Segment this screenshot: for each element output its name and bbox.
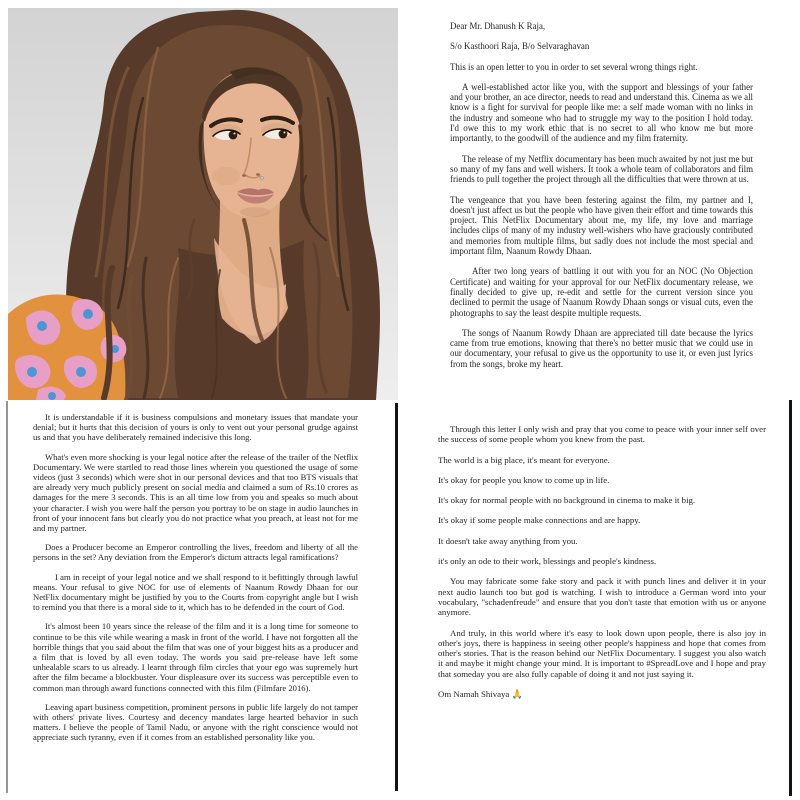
letter-paragraph: The release of my Netflix documentary has been much awaited by not just me but so many of my fans and well wishers. It took a whole team of collaborators and film friends to pull together the project through all the difficulties that were thrown at us. xyxy=(450,153,753,185)
letter-page-2 xyxy=(0,405,400,800)
letter-paragraph: And truly, in this world where it's easy to look down upon people, there is also joy in other's joys, there is happiness in seeing other people's happiness and hope that comes from other's stories. That is the reason behind our NetFlix Documentary. I suggest you also watch it and maybe it might change your mind. It is important to #SpreadLove and I hope and pray that someday you are also fully capable of doing it and not just saying it. xyxy=(438,627,766,679)
letter-salutation: Dear Mr. Dhanush K Raja, xyxy=(450,21,546,31)
nostril-left xyxy=(242,174,246,177)
letter-paragraph: You may fabricate some fake story and pack it with punch lines and deliver it in your next audio launch too but god is watching. I wish to introduce a German word into your vocabulary, "schadenfreude" and ensure that you don't taste that emotion with us or anyone anymore. xyxy=(438,576,766,618)
divider-right xyxy=(789,400,792,796)
divider-left xyxy=(6,401,8,793)
letter-paragraph: After two long years of battling it out with you for an NOC (No Objection Certificate) and waiting for your approval for our NetFlix documentary release, we finally decided to give up, re-edit and settle for the current version since you declined to permit the usage of Naanum Rowdy Dhaan songs or visual cuts, even the photographs to say the least despite multiple requests. xyxy=(450,266,753,318)
short-line: It doesn't take away anything from you. xyxy=(438,535,578,546)
eye-glint-left xyxy=(234,133,236,135)
divider-middle xyxy=(395,403,398,791)
chin-shadow xyxy=(240,207,270,217)
short-line: The world is a big place, it's meant for everyone. xyxy=(438,454,610,465)
short-line: it's only an ode to their work, blessings and people's kindness. xyxy=(438,556,657,567)
letter-closing xyxy=(438,689,766,699)
portrait-photo xyxy=(8,8,398,400)
short-line: It's okay for people you know to come up in life. xyxy=(438,474,610,485)
short-line: It's okay if some people make connections and are happy. xyxy=(438,515,641,526)
letter-paragraph: Does a Producer become an Emperor controlling the lives, freedom and liberty of all the persons in the set? Any deviation from the Emperor's dictum attracts legal ramifications? xyxy=(33,542,358,563)
letter-paragraph: Leaving apart business competition, prominent persons in public life largely do not tamper with others' private lives. Courtesy and decency mandates large hearted behavior in such matters. I believe the people of Tamil Nadu, or anyone with the right conscience would not appreciate such tyranny, even if it comes from an established personality like you. xyxy=(33,701,358,743)
letter-page-1 xyxy=(400,0,800,405)
letter-paragraph: I am in receipt of your legal notice and we shall respond to it befittingly through lawful means. Your refusal to give NOC for use of elements of Naanum Rowdy Dhaan for our NetFlix documentary might be justified by you to the Courts from copyright angle but I wish to remind you that there is a moral side to it, which has to be defended in the court of God. xyxy=(33,571,358,613)
closing-text: Om Namah Shivaya xyxy=(438,689,510,700)
letter-paragraph: It is understandable if it is business compulsions and monetary issues that mandate your denial; but it hurts that this decision of yours is only to vent out your personal grudge against us and that you have deliberately remained indecisive this long. xyxy=(33,412,358,443)
letter-paragraph: It's almost been 10 years since the release of the film and it is a long time for someone to continue to be this vile while wearing a mask in front of the world. I have not forgotten all the horrible things that you said about the film that was one of your biggest hits as a producer and a film that is loved by all even today. The words you said pre-release have left some unhealable scars to us already. I learnt through film circles that your ego was supremely hurt after the film became a blockbuster. Your displeasure over its success was perceptible even to common man through award functions connected with this film (Filmfare 2016). xyxy=(33,621,358,693)
letter-paragraph: What's even more shocking is your legal notice after the release of the trailer of the Netflix Documentary. We were startled to read those lines wherein you questioned the usage of some videos (just 3 seconds) which were shot in our personal devices and that too BTS visuals that are already very much publicly present on social media and claimed a sum of Rs.10 crores as damages for the mere 3 seconds. This is an all time low from you and speaks so much about your character. I wish you were half the person you portray to be on stage in audio launches in front of your innocent fans but clearly you do not practice what you preach, at least not for me and my partner. xyxy=(33,451,358,534)
letter-addressee: S/o Kasthoori Raja, B/o Selvaraghavan xyxy=(450,41,590,52)
nose-pin xyxy=(261,177,264,180)
letter-paragraph: Through this letter I only wish and pray that you come to peace with your inner self over the success of some people whom you knew from the past. xyxy=(438,424,766,445)
letter-intro: This is an open letter to you in order to set several wrong things right. xyxy=(450,61,698,72)
letter-paragraph: The vengeance that you have been festering against the film, my partner and I, doesn't just affect us but the people who have given their effort and time towards this project. This NetFlix Documentary about me, my life, my love and marriage includes clips of many of my industry well-wishers who have graciously contributed and memories from multiple films, but sadly does not include the most special and important film, Naanum Rowdy Dhaan. xyxy=(450,194,753,257)
letter-page-3 xyxy=(400,405,800,800)
folded-hands-icon: 🙏 xyxy=(511,689,523,700)
nostril-right xyxy=(256,173,260,176)
letter-paragraph: A well-established actor like you, with the support and blessings of your father and your brother, an ace director, needs to read and understand this. Cinema as we all know is a fight for survival for people like me: a self made woman with no links in the industry and someone who had to struggle my way to the position I hold today. I'd owe this to my work ethic that is no secret to all who know me but more importantly, to the goodwill of the audience and my film fraternity. xyxy=(450,81,753,144)
short-line: It's okay for normal people with no background in cinema to make it big. xyxy=(438,495,696,506)
cheek-shadow xyxy=(212,167,240,185)
photo-panel xyxy=(8,8,398,400)
letter-paragraph: The songs of Naanum Rowdy Dhaan are appreciated till date because the lyrics came from true emotions, knowing that there's no better music that we could use in our documentary, your refusal to give us the opportunity to use it, or even just lyrics from the songs, broke my heart. xyxy=(450,327,753,369)
eye-glint-right xyxy=(284,132,286,134)
letter-short-lines xyxy=(438,455,766,567)
